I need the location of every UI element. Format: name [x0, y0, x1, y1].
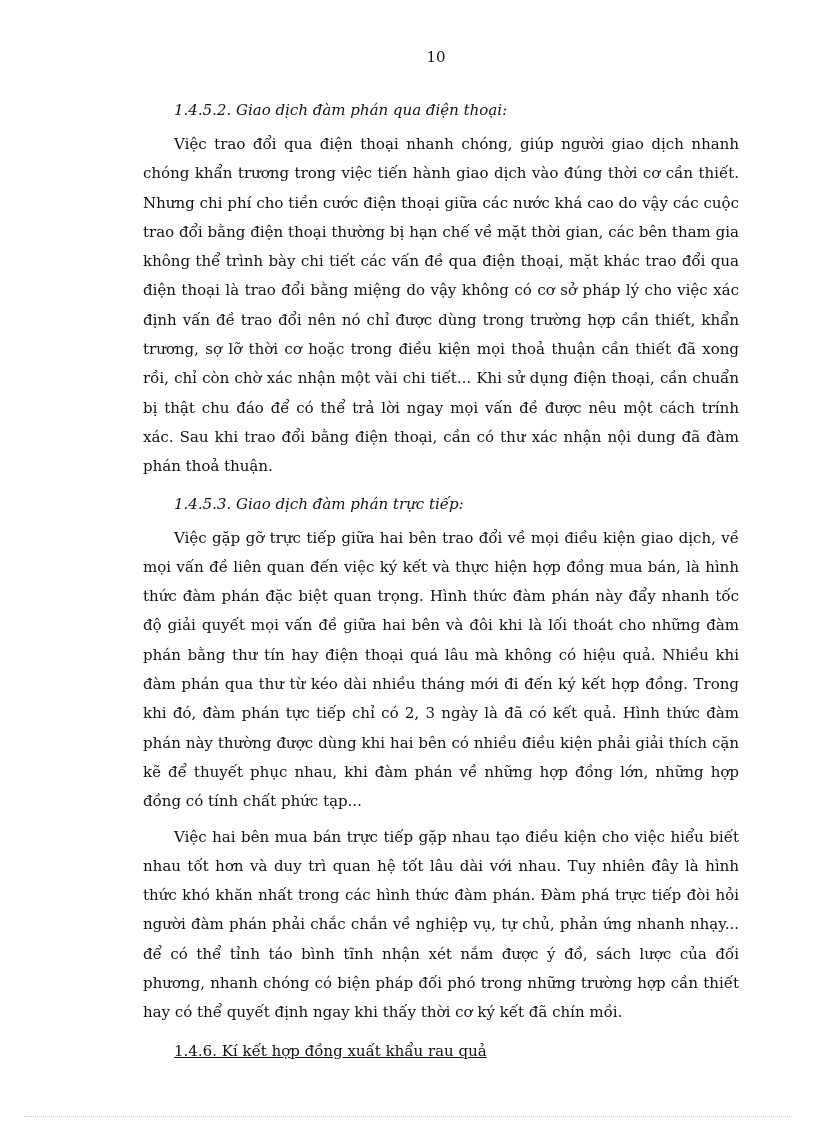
section-heading-phone: 1.4.5.2. Giao dịch đàm phán qua điện thoại: [174, 101, 508, 119]
section-heading-direct: 1.4.5.3. Giao dịch đàm phán trực tiếp: [174, 494, 464, 513]
paragraph-direct-1: Việc gặp gỡ trực tiếp giữa hai bên trao đổi về mọi điều kiện giao dịch, về mọi vấn đề liên quan đến việc ký kết và thực hiện hợp đồng mua bán, là hình thức đàm phán đặc biệt quan trọng. Hình thức đàm phán này đẩy nhanh tốc độ giải quyết mọi vấn đề giữa hai bên và đôi khi là lối thoát cho những đàm phán bằng thư tín hay điện thoại quá lâu mà không có hiệu quả. Nhiều khi đàm phán qua thư từ kéo dài nhiều tháng mới đi đến ký kết hợp đồng. Trong khi đó, đàm phán tực tiếp chỉ có 2, 3 ngày là đã có kết quả. Hình thức đàm phán này thường được dùng khi hai bên có nhiều điều kiện phải giải thích cặn kẽ để thuyết phục nhau, khi đàm phán về những hợp đồng lớn, những hợp đồng có tính chất phức tạp... [143, 528, 739, 811]
page-bottom-rule [24, 1116, 792, 1117]
document-body [143, 90, 739, 1065]
page-number: 10 [426, 48, 446, 66]
paragraph-direct-2: Việc hai bên mua bán trực tiếp gặp nhau tạo điều kiện cho việc hiểu biết nhau tốt hơn và duy trì quan hệ tốt lâu dài với nhau. Tuy nhiên đây là hình thức khó khăn nhất trong các hình thức đàm phán. Đàm phá trực tiếp đòi hỏi người đàm phán phải chắc chắn về nghiệp vụ, tự chủ, phản ứng nhanh nhạy... để có thể tỉnh táo bình tĩnh nhận xét nắm được ý đồ, sách lược của đối phương, nhanh chóng có biện pháp đối phó trong những trường hợp cần thiết hay có thể quyết định ngay khi thấy thời cơ ký kết đã chín mồi. [143, 827, 739, 1022]
paragraph-phone: Việc trao đổi qua điện thoại nhanh chóng, giúp người giao dịch nhanh chóng khẩn trương trong việc tiến hành giao dịch vào đúng thời cơ cần thiết. Nhưng chi phí cho tiền cước điện thoại giữa các nước khá cao do vậy các cuộc trao đổi bằng điện thoại thường bị hạn chế về mặt thời gian, các bên tham gia không thể trình bày chi tiết các vấn đề qua điện thoại, mặt khác trao đổi qua điện thoại là trao đổi bằng miệng do vậy không có cơ sở pháp lý cho việc xác định vấn đề trao đổi nên nó chỉ được dùng trong trường hợp cần thiết, khẩn trương, sợ lỡ thời cơ hoặc trong điều kiện mọi thoả thuận cần thiết đã xong rồi, chỉ còn chờ xác nhận một vài chi tiết... Khi sử dụng điện thoại, cần chuẩn bị thật chu đáo để có thể trả lời ngay mọi vấn đề được nêu một cách trính xác. Sau khi trao đổi bằng điện thoại, cần có thư xác nhận nội dung đã đàm phán thoả thuận. [143, 135, 739, 476]
section-title-contract: 1.4.6. Kí kết hợp đồng xuất khẩu rau quả [174, 1041, 487, 1060]
